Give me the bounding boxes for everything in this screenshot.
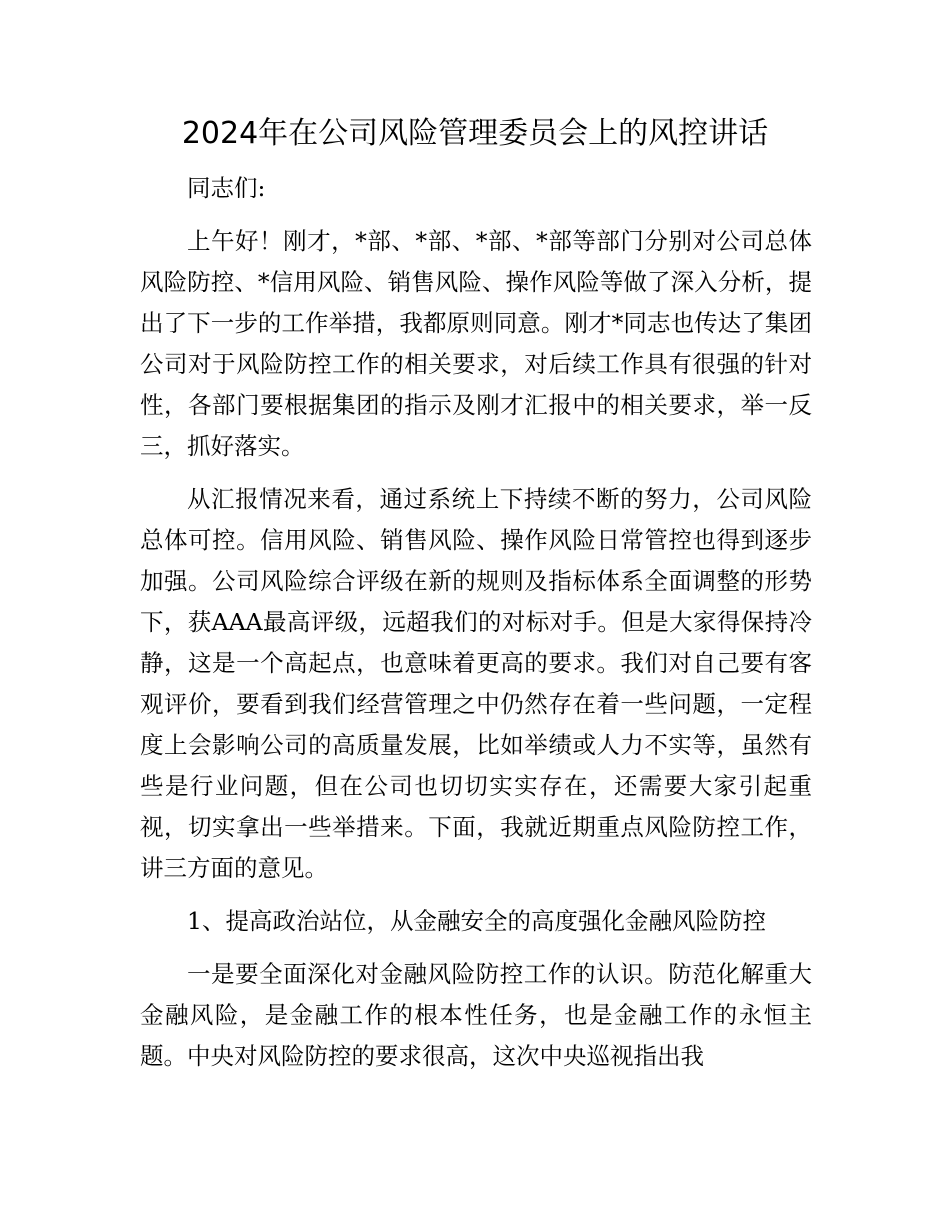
- document-body: [140, 168, 812, 1089]
- assessment-paragraph: 从汇报情况来看，通过系统上下持续不断的努力，公司风险总体可控。信用风险、销售风险、操作风险日常管控也得到逐步加强。公司风险综合评级在新的规则及指标体系全面调整的形势下，获AAA最高评级，远超我们的对标对手。但是大家得保持冷静，这是一个高起点，也意味着更高的要求。我们对自己要有客观评价，要看到我们经营管理之中仍然存在着一些问题，一定程度上会影响公司的高质量发展，比如举绩或人力不实等，虽然有些是行业问题，但在公司也切切实实存在，还需要大家引起重视，切实拿出一些举措来。下面，我就近期重点风险防控工作，讲三方面的意见。: [140, 485, 812, 882]
- section-heading-1: 1、提高政治站位，从金融安全的高度强化金融风险防控: [187, 907, 766, 935]
- salutation-paragraph: 同志们:: [187, 174, 266, 202]
- opening-paragraph: 上午好！刚才，*部、*部、*部、*部等部门分别对公司总体风险防控、*信用风险、销售风险、操作风险等做了深入分析，提出了下一步的工作举措，我都原则同意。刚才*同志也传达了集团公司对于风险防控工作的相关要求，对后续工作具有很强的针对性，各部门要根据集团的指示及刚才汇报中的相关要求，举一反三，抓好落实。: [140, 227, 812, 460]
- document-title: 2024年在公司风险管理委员会上的风控讲话: [181, 116, 769, 151]
- section-1-paragraph: 一是要全面深化对金融风险防控工作的认识。防范化解重大金融风险，是金融工作的根本性任务，也是金融工作的永恒主题。中央对风险防控的要求很高，这次中央巡视指出我: [140, 960, 812, 1070]
